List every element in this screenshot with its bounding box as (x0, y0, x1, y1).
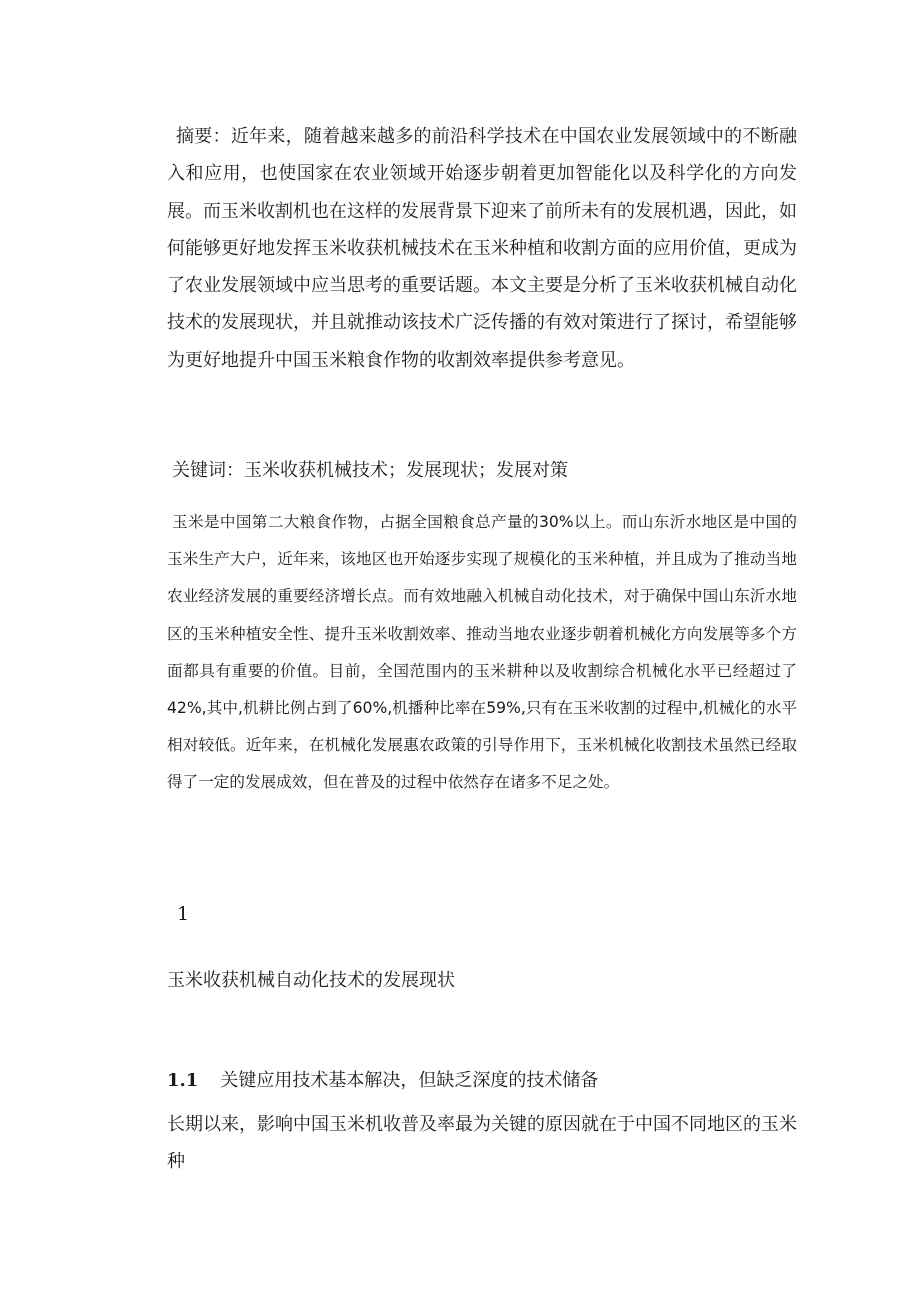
keywords-line: 关键词：玉米收获机械技术；发展现状；发展对策 (172, 460, 568, 481)
intro-paragraph: 玉米是中国第二大粮食作物，占据全国粮食总产量的30%以上。而山东沂水地区是中国的玉米生产大户，近年来，该地区也开始逐步实现了规模化的玉米种植，并且成为了推动当地农业经济发展的重要经济增长点。而有效地融入机械自动化技术，对于确保中国山东沂水地区的玉米种植安全性、提升玉米收割效率、推动当地农业逐步朝着机械化方向发展等多个方面都具有重要的价值。目前，全国范围内的玉米耕种以及收割综合机械化水平已经超过了42%,其中,机耕比例占到了60%,机播种比率在59%,只有在玉米收割的过程中,机械化的水平相对较低。近年来，在机械化发展惠农政策的引导作用下，玉米机械化收割技术虽然已经取得了一定的发展成效，但在普及的过程中依然存在诸多不足之处。 (167, 513, 797, 792)
subsection-paragraph: 长期以来，影响中国玉米机收普及率最为关键的原因就在于中国不同地区的玉米种 (167, 1114, 797, 1172)
section-number: 1 (177, 903, 190, 925)
subsection-title: 关键应用技术基本解决，但缺乏深度的技术储备 (220, 1070, 599, 1091)
section-title: 玉米收获机械自动化技术的发展现状 (167, 970, 455, 991)
abstract-paragraph: 摘要：近年来，随着越来越多的前沿科学技术在中国农业发展领域中的不断融入和应用，也使国家在农业领域开始逐步朝着更加智能化以及科学化的方向发展。而玉米收割机也在这样的发展背景下迎来了前所未有的发展机遇，因此，如何能够更好地发挥玉米收获机械技术在玉米种植和收割方面的应用价值，更成为了农业发展领域中应当思考的重要话题。本文主要是分析了玉米收获机械自动化技术的发展现状，并且就推动该技术广泛传播的有效对策进行了探讨，希望能够为更好地提升中国玉米粮食作物的收割效率提供参考意见。 (167, 126, 797, 371)
subsection-heading (167, 1066, 598, 1092)
subsection-number: 1.1 (167, 1070, 199, 1091)
